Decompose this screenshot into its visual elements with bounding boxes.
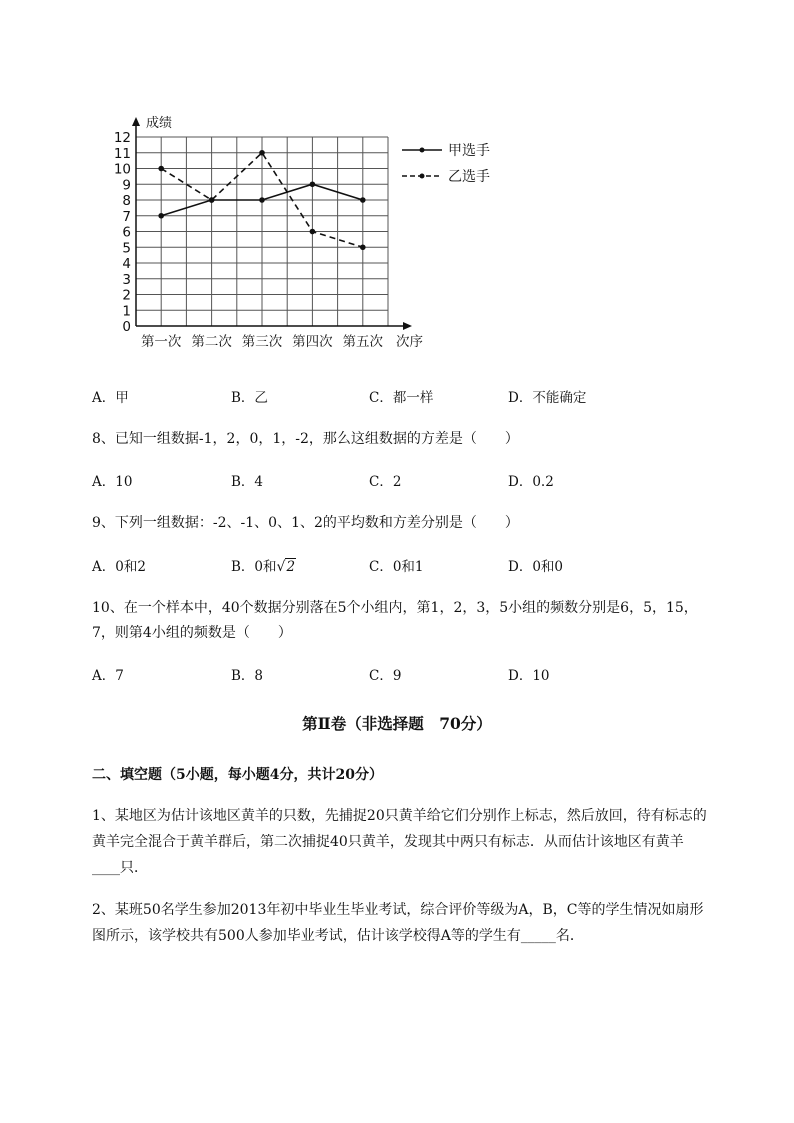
y-tick-label: 9 bbox=[122, 177, 131, 194]
x-tick-label: 第五次 bbox=[342, 334, 384, 350]
y-tick-label: 3 bbox=[122, 271, 131, 288]
score-line-chart bbox=[112, 104, 490, 354]
series-2-point bbox=[209, 197, 215, 203]
q9-option-c[interactable]: C．0和1 bbox=[369, 559, 424, 575]
y-tick-label: 6 bbox=[122, 224, 131, 241]
y-tick-label: 2 bbox=[122, 287, 131, 304]
part2-title: 第Ⅱ卷（非选择题 70分） bbox=[302, 714, 492, 733]
series-1-point bbox=[360, 197, 366, 203]
series-2-point bbox=[310, 229, 316, 235]
chart-legend bbox=[402, 143, 490, 185]
y-tick-labels bbox=[114, 130, 131, 335]
q9-option-d[interactable]: D．0和0 bbox=[508, 559, 564, 575]
legend-marker-1 bbox=[420, 148, 425, 153]
y-tick-label: 1 bbox=[122, 303, 131, 320]
q8-stem: 8、已知一组数据-1，2，0，1，-2，那么这组数据的方差是（ ） bbox=[92, 431, 519, 447]
legend-label-1: 甲选手 bbox=[448, 143, 490, 159]
q9-stem: 9、下列一组数据：-2、-1、0、1、2的平均数和方差分别是（ ） bbox=[92, 515, 519, 531]
q8-option-c[interactable]: C．2 bbox=[369, 474, 402, 490]
fill2-line2: 图所示，该学校共有500人参加毕业考试，估计该学校得A等的学生有_____名． bbox=[92, 928, 584, 944]
y-tick-label: 5 bbox=[122, 240, 131, 257]
q7-option-b[interactable]: B．乙 bbox=[231, 390, 268, 406]
x-axis-label: 次序 bbox=[396, 334, 423, 350]
q10-option-a[interactable]: A．7 bbox=[92, 668, 124, 684]
q9-option-b[interactable] bbox=[231, 555, 296, 575]
x-axis-arrow bbox=[403, 322, 412, 330]
legend-label-2: 乙选手 bbox=[448, 169, 490, 185]
series-2-point bbox=[158, 166, 164, 172]
legend-marker-2 bbox=[420, 174, 425, 179]
q8-option-d[interactable]: D．0.2 bbox=[508, 474, 554, 490]
y-axis-arrow bbox=[132, 117, 140, 126]
x-tick-label: 第二次 bbox=[191, 334, 232, 350]
x-tick-label: 第三次 bbox=[241, 334, 283, 350]
x-tick-label: 第一次 bbox=[140, 334, 182, 350]
q8-option-b[interactable]: B．4 bbox=[231, 474, 264, 490]
q7-option-c[interactable]: C．都一样 bbox=[369, 390, 434, 406]
chart-axes bbox=[132, 117, 412, 330]
sqrt-radicand: 2 bbox=[286, 559, 296, 575]
section2-heading: 二、填空题（5小题，每小题4分，共计20分） bbox=[92, 767, 383, 783]
fill1-line2: 黄羊完全混合于黄羊群后，第二次捕捉40只黄羊，发现其中两只有标志．从而估计该地区有黄羊 bbox=[92, 834, 684, 850]
fill1-line1: 1、某地区为估计该地区黄羊的只数，先捕捉20只黄羊给它们分别作上标志，然后放回，待有标志的 bbox=[92, 808, 707, 824]
q9-option-b-label: B．0和 bbox=[231, 559, 277, 575]
q7-option-d[interactable]: D．不能确定 bbox=[508, 390, 587, 406]
y-tick-label: 7 bbox=[122, 208, 131, 225]
x-tick-labels bbox=[141, 334, 384, 350]
q8-option-a[interactable]: A．10 bbox=[92, 474, 133, 490]
series-1-point bbox=[259, 197, 265, 203]
q10-option-d[interactable]: D．10 bbox=[508, 668, 550, 684]
sqrt-symbol: √ bbox=[276, 559, 286, 575]
series-2-point bbox=[360, 244, 366, 250]
y-tick-label: 4 bbox=[122, 256, 131, 272]
q10-option-b[interactable]: B．8 bbox=[231, 668, 264, 684]
y-tick-label: 11 bbox=[113, 145, 131, 162]
chart-grid bbox=[136, 137, 388, 326]
q9-option-a[interactable]: A．0和2 bbox=[92, 559, 146, 575]
fill2-line1: 2、某班50名学生参加2013年初中毕业生毕业考试，综合评价等级为A，B，C等的学生情况如扇形 bbox=[92, 902, 704, 918]
fill1-line3: ____只． bbox=[92, 860, 148, 876]
y-tick-label: 0 bbox=[122, 319, 131, 335]
y-tick-label: 8 bbox=[122, 193, 131, 209]
q10-stem-line1: 10、在一个样本中，40个数据分别落在5个小组内，第1，2，3，5小组的频数分别是6，5，15， bbox=[92, 600, 698, 616]
series-2-point bbox=[259, 150, 265, 156]
series-1-point bbox=[158, 213, 164, 219]
x-tick-label: 第四次 bbox=[292, 334, 333, 350]
q10-option-c[interactable]: C．9 bbox=[369, 668, 402, 684]
q7-option-a[interactable]: A．甲 bbox=[92, 390, 129, 406]
y-tick-label: 12 bbox=[113, 130, 131, 146]
y-axis-label: 成绩 bbox=[146, 116, 173, 131]
q10-stem-line2: 7，则第4小组的频数是（ ） bbox=[92, 625, 292, 641]
y-tick-label: 10 bbox=[113, 161, 131, 178]
series-1-point bbox=[310, 181, 316, 187]
